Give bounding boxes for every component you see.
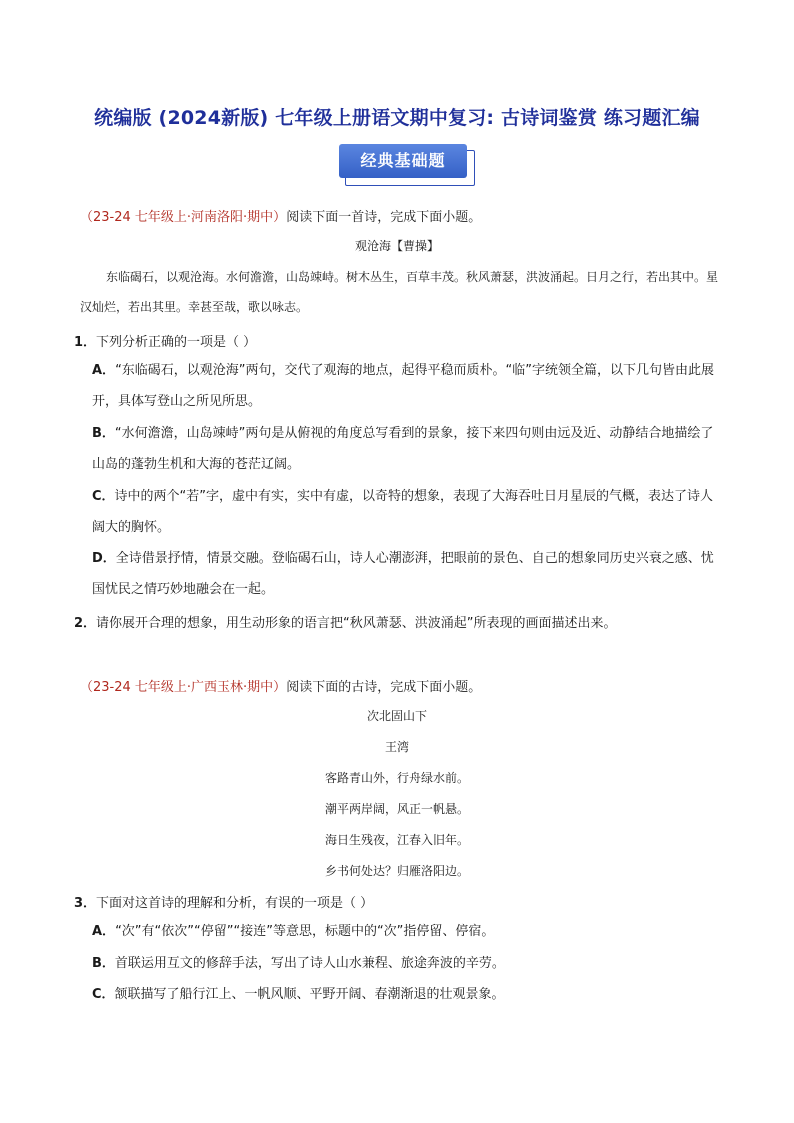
poem1-body: 东临碣石，以观沧海。水何澹澹，山岛竦峙。树木丛生，百草丰茂。秋风萧瑟，洪波涌起。日月之行，若出其中。星汉灿烂，若出其里。幸甚至哉，歌以咏志。	[80, 270, 719, 314]
question-1-number: 1．	[74, 335, 97, 350]
poem2-line: 乡书何处达？归雁洛阳边。	[324, 864, 469, 878]
section2-intro	[80, 676, 481, 695]
option-text: 诗中的两个“若”字，虚中有实，实中有虚，以奇特的想象，表现了大海吞吐日月星辰的气概，表达了诗人阔大的胸怀。	[92, 489, 714, 535]
option-text: 全诗借景抒情，情景交融。登临碣石山，诗人心潮澎湃，把眼前的景色、自己的想象同历史兴衰之感、忧国忧民之情巧妙地融会在一起。	[92, 551, 714, 597]
question-1-text: 下列分析正确的一项是（ ）	[96, 335, 257, 350]
option-text: “水何澹澹，山岛竦峙”两句是从俯视的角度总写看到的景象，接下来四句则由远及近、动静结合地描绘了山岛的蓬勃生机和大海的苍茫辽阔。	[92, 426, 714, 472]
question-3-option-c	[92, 979, 722, 1010]
option-text: 颔联描写了船行江上、一帆风顺、平野开阔、春潮渐退的壮观景象。	[114, 987, 505, 1002]
question-2-text: 请你展开合理的想象，用生动形象的语言把“秋风萧瑟、洪波涌起”所表现的画面描述出来。	[96, 616, 617, 631]
option-label: A．	[92, 924, 116, 939]
question-2	[74, 612, 617, 631]
question-3-option-a	[92, 916, 722, 947]
section2-instruction: 阅读下面的古诗，完成下面小题。	[286, 680, 482, 695]
badge-label: 经典基础题	[339, 144, 467, 178]
poem2-author: 王湾	[384, 740, 409, 754]
question-3-option-b	[92, 948, 722, 979]
option-label: D．	[92, 551, 116, 566]
poem2-line: 客路青山外，行舟绿水前。	[324, 771, 469, 785]
option-text: “东临碣石，以观沧海”两句，交代了观海的地点，起得平稳而质朴。“临”字统领全篇，以下几句皆由此展开，具体写登山之所见所思。	[92, 363, 715, 409]
poem2-line: 潮平两岸阔，风正一帆悬。	[324, 802, 469, 816]
question-1-option-b	[92, 418, 722, 480]
option-label: C．	[92, 987, 115, 1002]
section-badge	[339, 144, 479, 188]
option-label: B．	[92, 956, 115, 971]
question-3-text: 下面对这首诗的理解和分析，有误的一项是（ ）	[96, 896, 374, 911]
question-3-number: 3．	[74, 896, 97, 911]
option-text: 首联运用互文的修辞手法，写出了诗人山水兼程、旅途奔波的辛劳。	[114, 956, 505, 971]
question-1-option-a	[92, 355, 722, 417]
option-text: “次”有“依次”“停留”“接连”等意思，标题中的“次”指停留、停宿。	[115, 924, 495, 939]
section2-source: （23-24 七年级上·广西玉林·期中）	[80, 680, 287, 695]
question-3	[74, 892, 373, 911]
poem1-title: 观沧海【曹操】	[354, 239, 439, 253]
poem2-line: 海日生残夜，江春入旧年。	[324, 833, 469, 847]
section1-intro	[80, 206, 481, 225]
question-2-number: 2．	[74, 616, 97, 631]
document-title: 统编版 (2024新版) 七年级上册语文期中复习: 古诗词鉴赏 练习题汇编	[94, 107, 700, 129]
option-label: B．	[92, 426, 115, 441]
option-label: A．	[92, 363, 116, 378]
question-1-option-d	[92, 543, 722, 605]
poem2-title: 次北固山下	[366, 709, 427, 723]
section1-instruction: 阅读下面一首诗，完成下面小题。	[286, 210, 482, 225]
section1-source: （23-24 七年级上·河南洛阳·期中）	[80, 210, 287, 225]
question-1	[74, 331, 256, 350]
option-label: C．	[92, 489, 115, 504]
question-1-option-c	[92, 481, 722, 543]
